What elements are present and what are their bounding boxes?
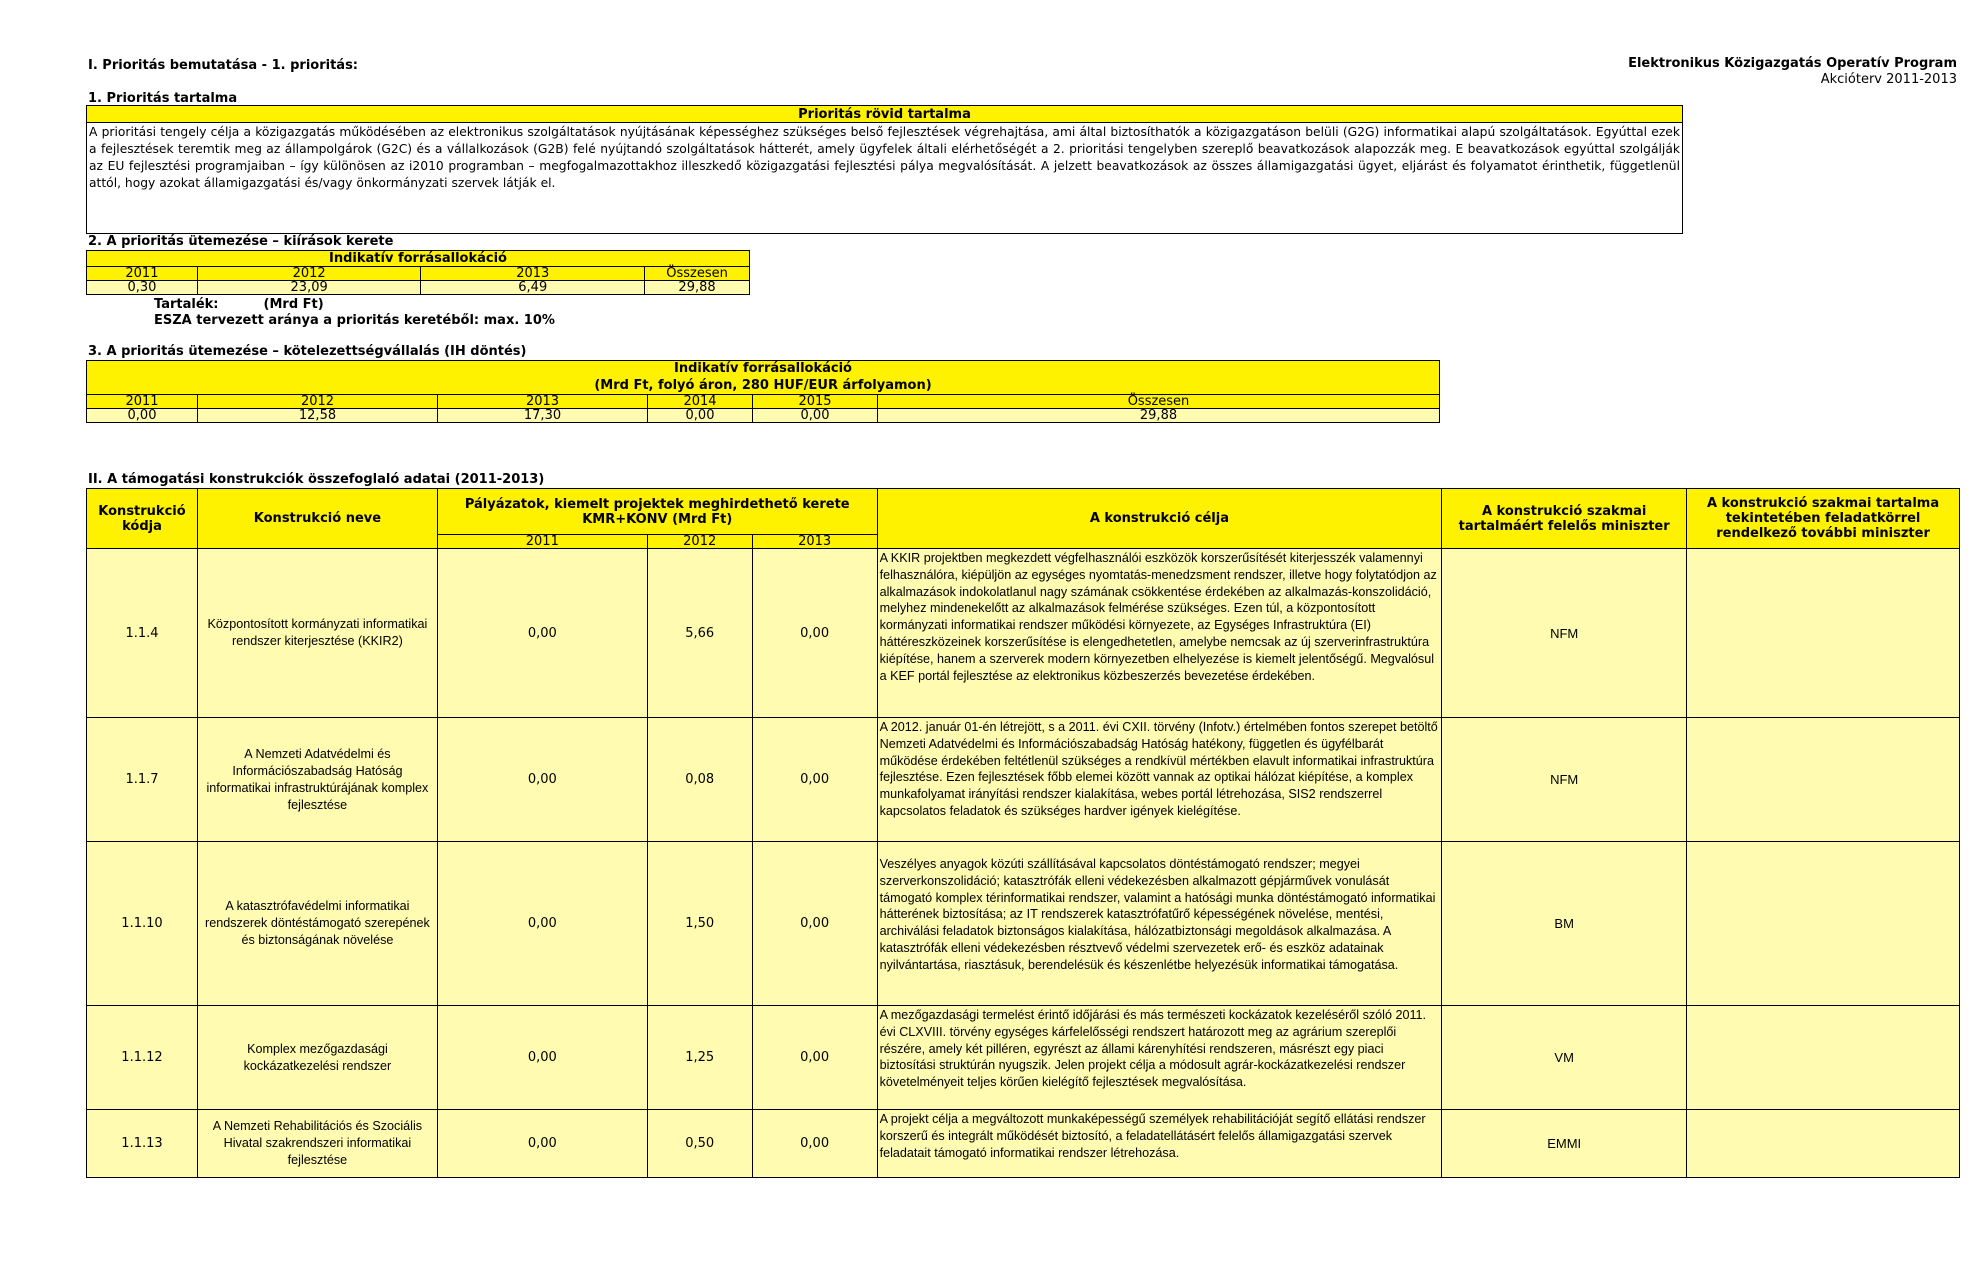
col-2012: 2012 [198, 395, 438, 409]
allocation-table-1 [86, 250, 750, 295]
row-code: 1.1.13 [87, 1110, 198, 1178]
header-year-2012: 2012 [647, 535, 752, 549]
allocation-table-1-header: Indikatív forrásallokáció [87, 251, 750, 267]
allocation-table-2 [86, 360, 1440, 423]
row-value-2011: 0,00 [437, 1006, 647, 1110]
header-code: Konstrukció kódja [87, 489, 198, 549]
col-2012: 2012 [197, 267, 421, 281]
row-goal: A mezőgazdasági termelést érintő időjárási és más természeti kockázatok kezeléséről szóló 2011. évi CLXVIII. törvény egységes kárfelelősségi rendszert határozott meg az agrárium szereplői részére, amely két pilléren, egyrészt az állami kárenyhítési rendszeren, másrészt egy piaci biztosítási struktúrán nyugszik. Jelen projekt célja a módosult agrár-kockázatkezelési rendszer követelményeit teljes körűen kielégítő fejlesztések megvalósítása. [877, 1006, 1442, 1110]
row-value-2013: 0,00 [752, 842, 877, 1006]
col-2014: 2014 [648, 395, 753, 409]
row-goal: A 2012. január 01-én létrejött, s a 2011. évi CXII. törvény (Infotv.) értelmében fontos szerepet betöltő Nemzeti Adatvédelmi és Információszabadság Hatóság hatékony, független és ügyfélbarát működése érdekében feltétlenül szükséges a rendkívül mértékben elavult informatikai infrastruktúra fejlesztése. Ezen fejlesztések főbb elemei között vannak az optikai hálózat kiépítése, a komplex munkafolyamat irányítási rendszer kialakítása, webes portál létrehozása, SIS2 rendszerrel kapcsolatos feladatok és szükséges hardver igények kielégítése. [877, 718, 1442, 842]
allocation-table-2-subheader: (Mrd Ft, folyó áron, 280 HUF/EUR árfolyamon) [87, 378, 1440, 395]
row-value-2013: 0,00 [752, 1110, 877, 1178]
priority-summary-text: A prioritási tengely célja a közigazgatás működésében az elektronikus szolgáltatások nyújtásának képességhez szükséges belső fejlesztések végrehajtása, ami által biztosíthatók a közigazgatáson belüli (G2G) informatikai alapú szolgáltatások. Egyúttal ezek a fejlesztések teremtik meg az állampolgárok (G2C) és a vállalkozások (G2B) felé nyújtandó szolgáltatások hátterét, amely ügyfelek általi elérhetőségét a 2. prioritási tengelyben szereplő beavatkozások alapozzák meg. E beavatkozások egyúttal szolgálják az EU fejlesztési programjaiban – így különösen az i2010 programban – megfogalmazottakhoz illeszkedő közigazgatási fejlesztési pálya megvalósítását. A jelzett beavatkozások az összes államigazgatási ügyet, eljárást és folyamatot érinthetik, függetlenül attól, hogy azokat államigazgatási és/vagy önkormányzati szervek látják el. [87, 123, 1683, 234]
value-2013: 17,30 [438, 409, 648, 423]
row-other-minister [1687, 549, 1960, 718]
header-name: Konstrukció neve [197, 489, 437, 549]
col-2015: 2015 [753, 395, 878, 409]
reserve-unit: (Mrd Ft) [263, 297, 324, 312]
col-2011: 2011 [87, 267, 198, 281]
table-row [87, 718, 1960, 842]
col-total: Összesen [645, 267, 750, 281]
allocation-table-2-header: Indikatív forrásallokáció [87, 361, 1440, 378]
value-2012: 12,58 [198, 409, 438, 423]
row-value-2011: 0,00 [437, 842, 647, 1006]
row-value-2012: 1,50 [647, 842, 752, 1006]
row-minister: NFM [1442, 718, 1687, 842]
row-value-2011: 0,00 [437, 718, 647, 842]
header-year-2013: 2013 [752, 535, 877, 549]
col-2013: 2013 [438, 395, 648, 409]
col-total: Összesen [878, 395, 1440, 409]
value-2015: 0,00 [753, 409, 878, 423]
section-ii-title: II. A támogatási konstrukciók összefoglaló adatai (2011-2013) [88, 472, 545, 487]
table-row [87, 842, 1960, 1006]
program-heading [1628, 56, 1957, 88]
row-code: 1.1.10 [87, 842, 198, 1006]
row-value-2012: 0,08 [647, 718, 752, 842]
row-value-2011: 0,00 [437, 1110, 647, 1178]
row-value-2012: 1,25 [647, 1006, 752, 1110]
row-other-minister [1687, 718, 1960, 842]
row-value-2012: 0,50 [647, 1110, 752, 1178]
row-value-2012: 5,66 [647, 549, 752, 718]
row-name: A Nemzeti Rehabilitációs és Szociális Hivatal szakrendszeri informatikai fejlesztése [197, 1110, 437, 1178]
header-goal: A konstrukció célja [877, 489, 1442, 549]
value-2013: 6,49 [421, 281, 645, 295]
row-minister: EMMI [1442, 1110, 1687, 1178]
row-code: 1.1.4 [87, 549, 198, 718]
row-code: 1.1.12 [87, 1006, 198, 1110]
constructions-table [86, 488, 1960, 1178]
program-subtitle: Akcióterv 2011-2013 [1820, 72, 1957, 87]
table-row [87, 1006, 1960, 1110]
row-name: A katasztrófavédelmi informatikai rendszerek döntéstámogató szerepének és biztonságának növelése [197, 842, 437, 1006]
row-goal: Veszélyes anyagok közúti szállításával kapcsolatos döntéstámogató rendszer; megyei szerverkonszolidáció; katasztrófák elleni védekezésben alkalmazott gépjárművek vonulását támogató komplex térinformatikai rendszer, valamint a hatósági munka döntéstámogató informatikai hátterének biztosítása; az IT rendszerek katasztrófatűrő képességének növelése, mentési, archiválási feladatok biztonságos kialakítása, hálózatbiztonsági megoldások alkalmazása. A katasztrófák elleni védekezésben résztvevő védelmi szervezetek erő- és eszköz adatainak nyilvántartása, riasztásuk, berendelésük és készenlétbe helyezésük informatikai támogatása. [877, 842, 1442, 1006]
value-2012: 23,09 [197, 281, 421, 295]
section3-title: 3. A prioritás ütemezése – kötelezettségvállalás (IH döntés) [88, 344, 527, 359]
row-name: A Nemzeti Adatvédelmi és Információszabadság Hatóság informatikai infrastruktúrájának komplex fejlesztése [197, 718, 437, 842]
value-2011: 0,30 [87, 281, 198, 295]
header-year-2011: 2011 [437, 535, 647, 549]
value-total: 29,88 [878, 409, 1440, 423]
row-value-2013: 0,00 [752, 718, 877, 842]
row-other-minister [1687, 1006, 1960, 1110]
col-2013: 2013 [421, 267, 645, 281]
col-2011: 2011 [87, 395, 198, 409]
row-minister: VM [1442, 1006, 1687, 1110]
header-other-minister: A konstrukció szakmai tartalma tekintetében feladatkörrel rendelkező további miniszter [1687, 489, 1960, 549]
row-name: Központosított kormányzati informatikai rendszer kiterjesztése (KKIR2) [197, 549, 437, 718]
header-budget: Pályázatok, kiemelt projektek meghirdethető kerete KMR+KONV (Mrd Ft) [437, 489, 877, 535]
row-code: 1.1.7 [87, 718, 198, 842]
priority-summary-header: Prioritás rövid tartalma [87, 106, 1683, 123]
priority-summary-table [86, 105, 1683, 234]
row-goal: A KKIR projektben megkezdett végfelhasználói eszközök korszerűsítését kiterjesszék valamennyi felhasználóra, kiépüljön az egységes nyomtatás-menedzsment rendszer, illetve hogy folytatódjon az alkalmazások indokolatlanul nagy számának csökkentése érdekében az alkalmazás-konszolidáció, melyhez mindenekelőtt az alkalmazások felmérése szükséges. Ezen túl, a központosított kormányzati informatikai rendszer működési környezete, az Egységes Infrastruktúra (EI) háttéreszközeinek korszerűsítése is elengedhetetlen, amelybe nemcsak az új szerverinfrastruktúra kiépítése, hanem a szerverek modern környezetben elhelyezése is kiemelt jelentőségű. Megvalósul a KEF portál fejlesztése az elektronikus közbeszerzés bevezetése érdekében. [877, 549, 1442, 718]
reserve-label: Tartalék: [154, 297, 219, 312]
row-name: Komplex mezőgazdasági kockázatkezelési rendszer [197, 1006, 437, 1110]
header-minister: A konstrukció szakmai tartalmáért felelős miniszter [1442, 489, 1687, 549]
section2-title: 2. A prioritás ütemezése – kiírások kerete [88, 234, 394, 249]
row-value-2011: 0,00 [437, 549, 647, 718]
value-total: 29,88 [645, 281, 750, 295]
program-title: Elektronikus Közigazgatás Operatív Program [1628, 56, 1957, 71]
row-value-2013: 0,00 [752, 1006, 877, 1110]
value-2014: 0,00 [648, 409, 753, 423]
reserve-line [154, 297, 324, 313]
row-minister: BM [1442, 842, 1687, 1006]
priority-heading: I. Prioritás bemutatása - 1. prioritás: [88, 58, 359, 73]
row-goal: A projekt célja a megváltozott munkaképességű személyek rehabilitációját segítő ellátási rendszer korszerű és integrált működését biztosító, a feladatellátásért felelős államigazgatási szervek feladatait támogató informatikai rendszer létrehozása. [877, 1110, 1442, 1178]
table-row [87, 549, 1960, 718]
value-2011: 0,00 [87, 409, 198, 423]
row-value-2013: 0,00 [752, 549, 877, 718]
row-other-minister [1687, 842, 1960, 1006]
row-minister: NFM [1442, 549, 1687, 718]
esza-note: ESZA tervezett aránya a prioritás keretéből: max. 10% [154, 313, 555, 328]
table-row [87, 1110, 1960, 1178]
section1-title: 1. Prioritás tartalma [88, 91, 238, 106]
row-other-minister [1687, 1110, 1960, 1178]
